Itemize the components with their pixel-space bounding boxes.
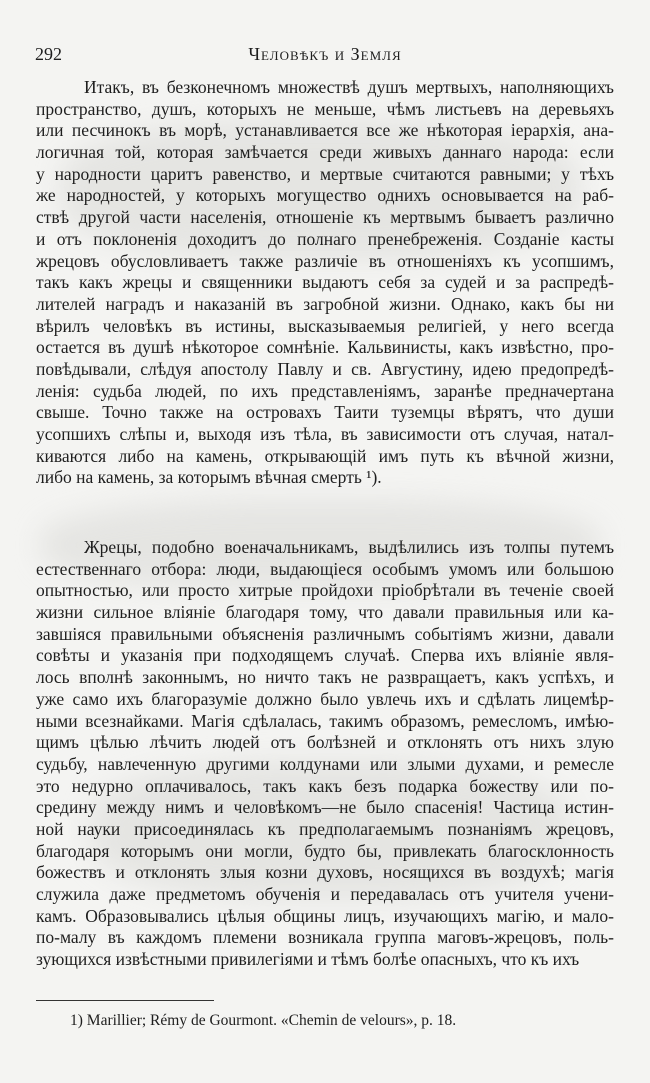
footnote: 1) Marillier; Rémy de Gourmont. «Chemin de velours», p. 18.: [70, 1012, 457, 1029]
footnote-rule: [36, 1000, 214, 1001]
text-line: жрецовъ обусловливаетъ также различіе въ отношеніяхъ къ усопшимъ,: [36, 250, 614, 271]
text-line: камъ. Образовывались цѣлыя общины лицъ, изучающихъ магію, и мало-: [36, 905, 614, 926]
text-line: или песчинокъ въ морѣ, устанавливается все же нѣкоторая іерархія, ана-: [36, 120, 614, 141]
text-line: такъ какъ жрецы и священники выдаютъ себя за судей и за распредѣ-: [36, 272, 614, 293]
text-line: ной науки присоединялась къ предполагаемымъ познаніямъ жрецовъ,: [36, 818, 614, 839]
running-title: Человѣкъ и Земля: [248, 44, 402, 64]
text-line: совѣты и указанія при подходящемъ случаѣ. Сперва ихъ вліяніе явля-: [36, 645, 614, 666]
text-line: служила даже предметомъ обученія и передавалась отъ учителя учени-: [36, 884, 614, 904]
text-line: уже само ихъ благоразуміе должно было увлечь ихъ и сдѣлать лицемѣр-: [36, 688, 614, 709]
text-line: либо на камень, за которымъ вѣчная смерть ¹).: [36, 467, 382, 488]
text-line: Итакъ, въ безконечномъ множествѣ душъ мертвыхъ, наполняющихъ: [84, 77, 614, 97]
text-line: это недурно оплачивалось, такъ какъ безъ подарка божеству или по-: [36, 775, 614, 796]
text-line: у народности царитъ равенство, и мертвые считаются равными; у тѣхъ: [36, 163, 614, 184]
text-line: лось вполнѣ законнымъ, но ничто такъ не развращаетъ, какъ успѣхъ, и: [36, 667, 614, 688]
text-line: киваются либо на камень, открывающій имъ путь къ вѣчной жизни,: [36, 445, 614, 466]
text-line: естественнаго отбора: люди, выдающіеся особымъ умомъ или большою: [36, 558, 614, 579]
paragraph-1: [36, 77, 614, 489]
text-line: благодаря которымъ они могли, будто бы, привлекать благосклонность: [36, 840, 614, 861]
text-line: пространство, душъ, которыхъ не меньше, чѣмъ листьевъ на деревьяхъ: [36, 98, 614, 119]
text-line: жизни сильное вліяніе благодаря тому, что давали правильныя или ка-: [36, 602, 614, 623]
text-line: вѣрилъ человѣкъ въ истины, высказываемыя религіей, у него всегда: [36, 315, 614, 336]
text-line: ствѣ другой части населенія, отношеніе къ мертвымъ бываетъ различно: [36, 207, 614, 228]
text-line: свыше. Точно также на островахъ Таити туземцы вѣрятъ, что души: [36, 402, 614, 423]
page-number: 292: [35, 44, 62, 64]
text-line: же народностей, у которыхъ могущество однихъ основывается на раб-: [36, 185, 614, 206]
text-line: зующихся извѣстными привилегіями и тѣмъ болѣе опасныхъ, что къ ихъ: [36, 949, 580, 970]
text-line: по-малу въ каждомъ племени возникала группа маговъ-жрецовъ, поль-: [36, 927, 614, 948]
text-line: божествъ и отклонять злыя козни духовъ, носящихся въ воздухѣ; магія: [36, 862, 614, 883]
text-line: завшіяся правильными объясненія различнымъ событіямъ жизни, давали: [36, 623, 614, 644]
text-line: лителей наградъ и наказаній въ загробной жизни. Однако, какъ бы ни: [36, 293, 614, 314]
page-header: [35, 44, 615, 66]
text-line: и отъ поклоненія доходитъ до полнаго пренебреженія. Созданіе касты: [36, 228, 614, 249]
text-line: ленія: судьба людей, по ихъ представленіямъ, заранѣе предначертана: [36, 380, 614, 401]
text-line: опытностью, или просто хитрые пройдохи пріобрѣтали въ теченіе своей: [36, 580, 614, 601]
text-line: ными всезнайками. Магія сдѣлалась, такимъ образомъ, ремесломъ, имѣю-: [36, 710, 614, 731]
text-line: средину между нимъ и человѣкомъ—не было спасенія! Частица истин-: [36, 797, 614, 818]
text-line: остается въ душѣ нѣкоторое сомнѣніе. Кальвинисты, какъ извѣстно, про-: [36, 337, 614, 358]
text-line: логичная той, которая замѣчается среди живыхъ даннаго народа: если: [36, 142, 614, 163]
text-line: повѣдывали, слѣдуя апостолу Павлу и св. Августину, идею предопредѣ-: [36, 358, 614, 379]
text-line: Жрецы, подобно военачальникамъ, выдѣлились изъ толпы путемъ: [84, 537, 614, 557]
text-line: судьбу, навлеченную другими колдунами или злыми духами, и ремесле: [36, 753, 614, 774]
text-line: щимъ цѣлью лѣчить людей отъ болѣзней и отклонять отъ нихъ злую: [36, 732, 614, 753]
paragraph-2: [36, 537, 614, 971]
text-line: усопшихъ слѣпы и, выходя изъ тѣла, въ зависимости отъ случая, натал-: [36, 424, 614, 444]
